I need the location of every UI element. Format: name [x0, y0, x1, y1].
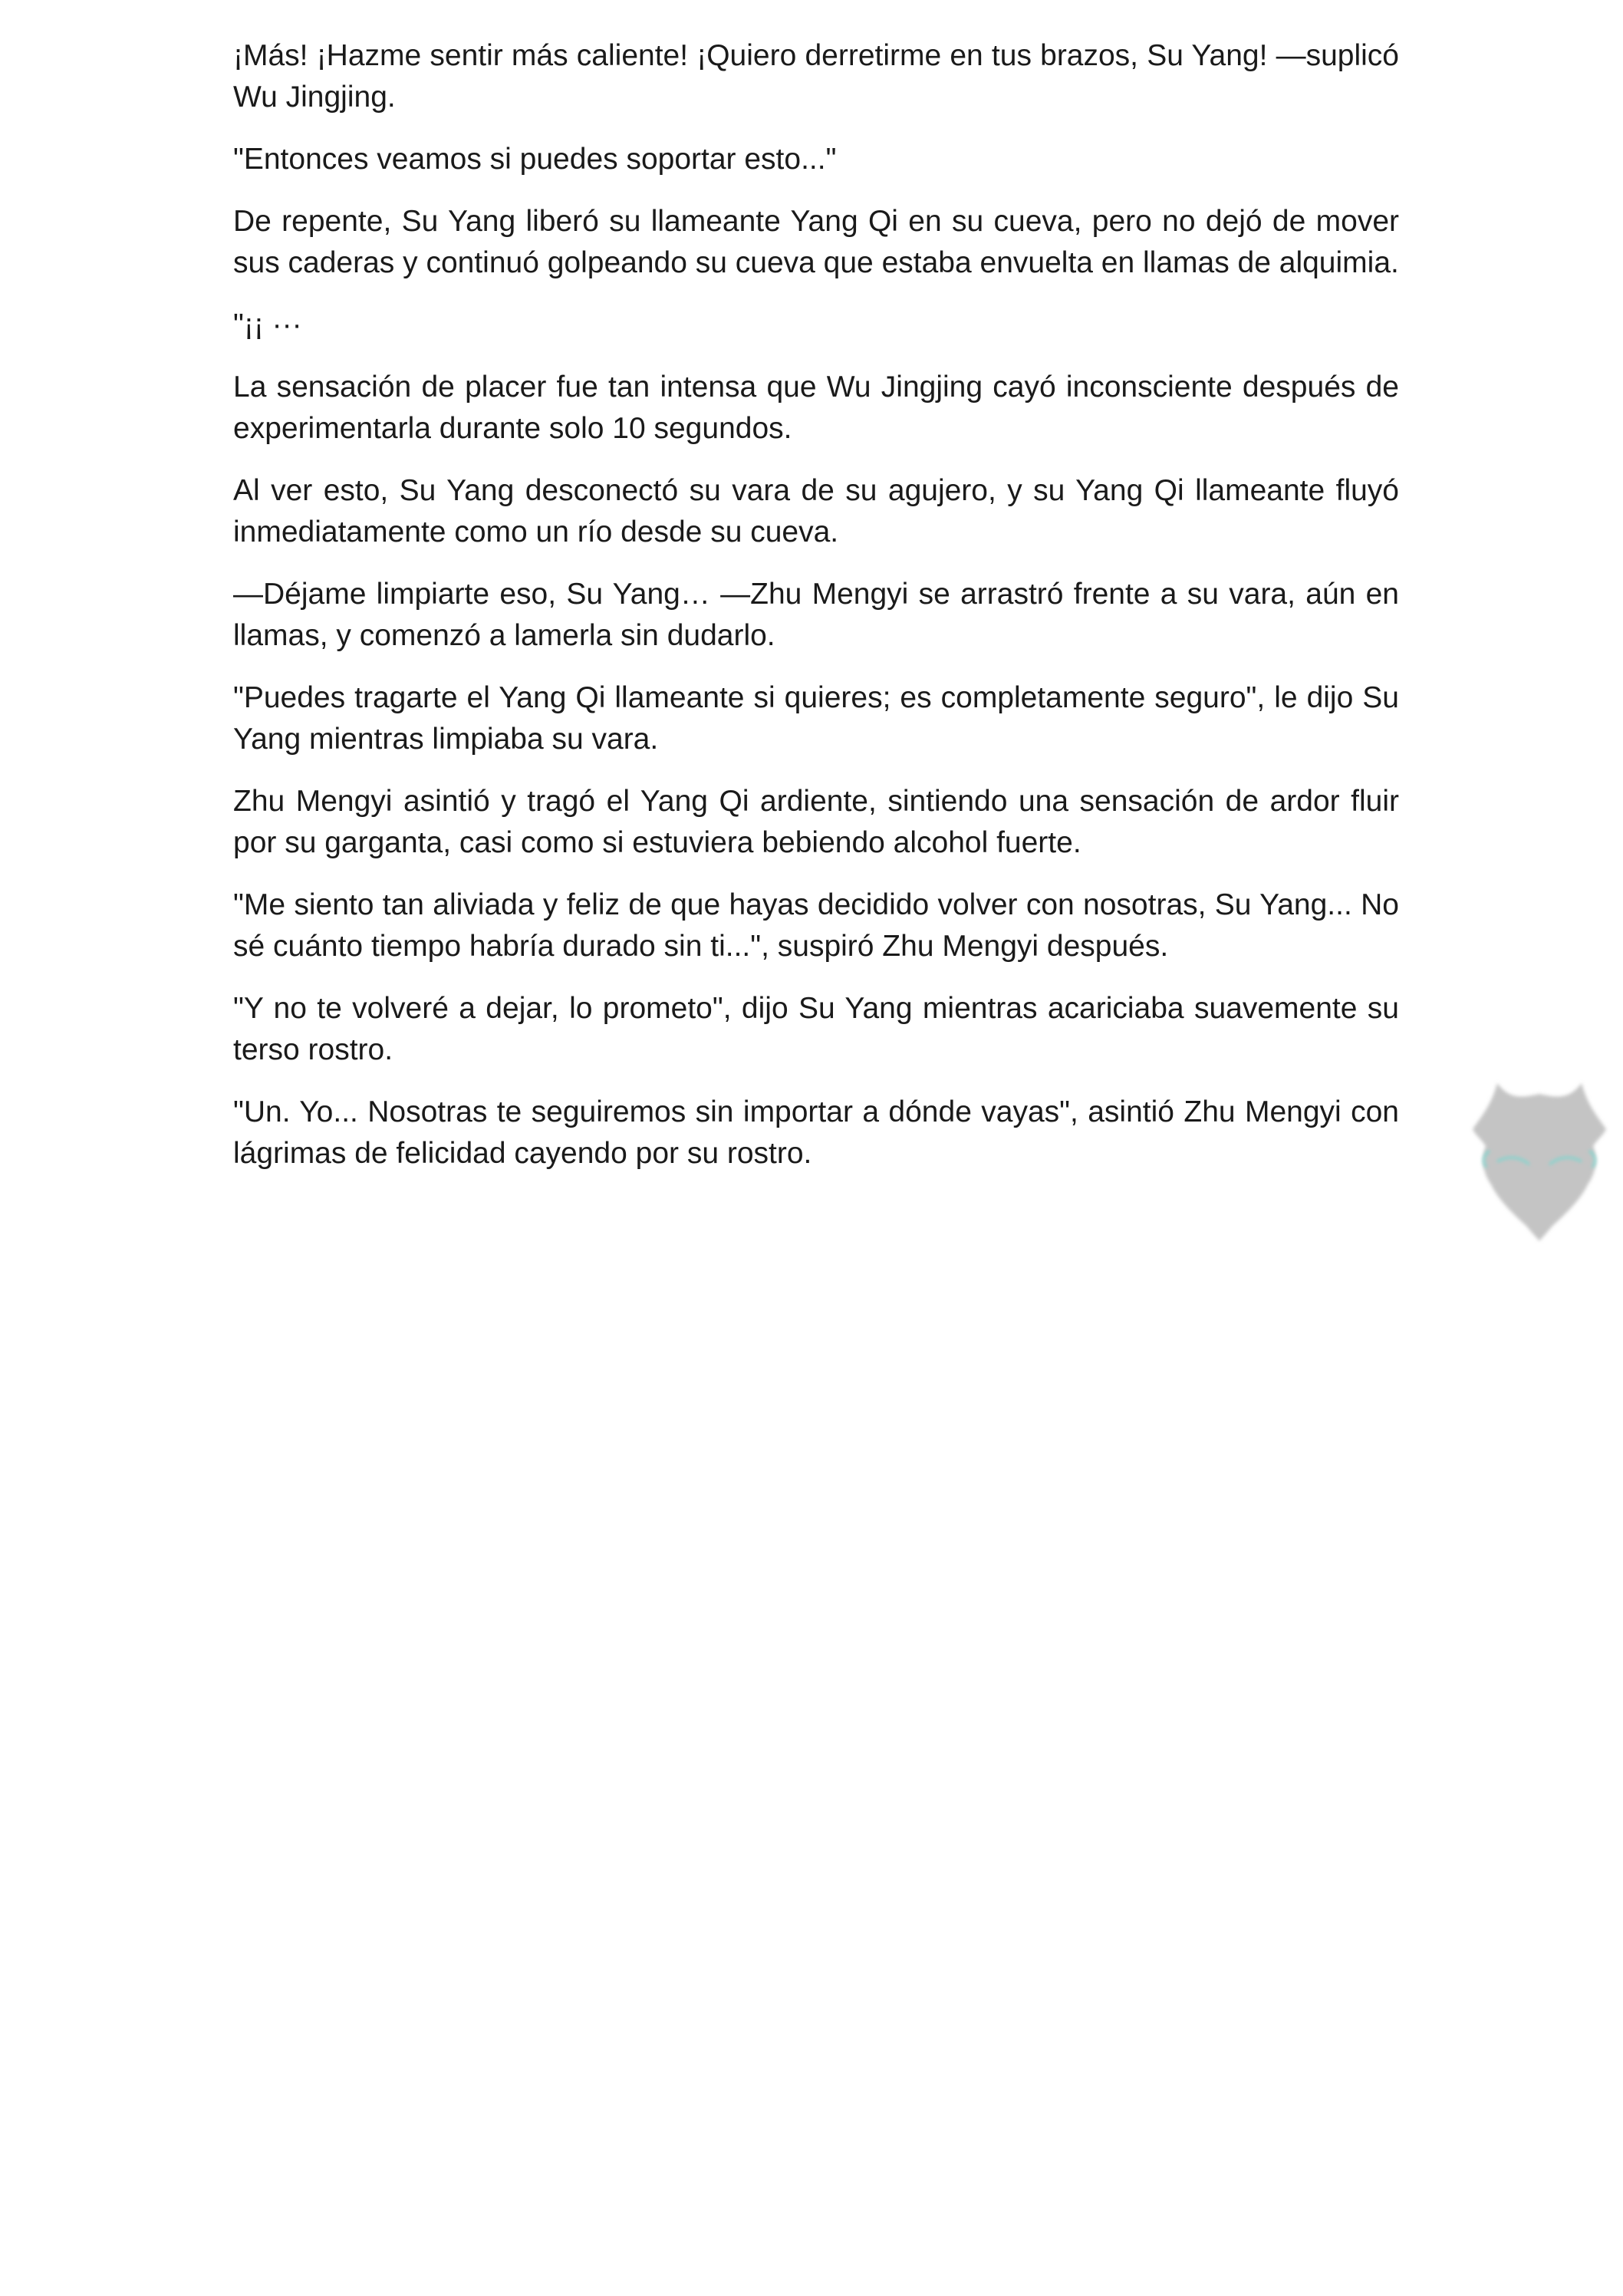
- paragraph-3: De repente, Su Yang liberó su llameante Yang Qi en su cueva, pero no dejó de mover sus caderas y continuó golpeando su cueva que estaba envuelta en llamas de alquimia.: [233, 205, 1399, 279]
- demon-head-watermark-icon: [1467, 1076, 1612, 1244]
- paragraph-5: La sensación de placer fue tan intensa que Wu Jingjing cayó inconsciente después de experimentarla durante solo 10 segundos.: [233, 371, 1399, 445]
- paragraph-8: "Puedes tragarte el Yang Qi llameante si quieres; es completamente seguro", le dijo Su Yang mientras limpiaba su vara.: [233, 681, 1399, 756]
- document-body: [233, 35, 1399, 1195]
- paragraph-9: Zhu Mengyi asintió y tragó el Yang Qi ardiente, sintiendo una sensación de ardor fluir por su garganta, casi como si estuviera bebiendo alcohol fuerte.: [233, 785, 1399, 859]
- paragraph-2: "Entonces veamos si puedes soportar esto...": [233, 143, 837, 176]
- paragraph-12: "Un. Yo... Nosotras te seguiremos sin importar a dónde vayas", asintió Zhu Mengyi con lágrimas de felicidad cayendo por su rostro.: [233, 1095, 1399, 1170]
- paragraph-4: "¡¡ ···: [233, 308, 302, 341]
- paragraph-7: —Déjame limpiarte eso, Su Yang… —Zhu Mengyi se arrastró frente a su vara, aún en llamas, y comenzó a lamerla sin dudarlo.: [233, 578, 1399, 652]
- paragraph-10: "Me siento tan aliviada y feliz de que hayas decidido volver con nosotras, Su Yang... No sé cuánto tiempo habría durado sin ti...", suspiró Zhu Mengyi después.: [233, 888, 1399, 963]
- paragraph-1: ¡Más! ¡Hazme sentir más caliente! ¡Quiero derretirme en tus brazos, Su Yang! —suplicó Wu Jingjing.: [233, 39, 1399, 114]
- paragraph-11: "Y no te volveré a dejar, lo prometo", dijo Su Yang mientras acariciaba suavemente su terso rostro.: [233, 992, 1399, 1066]
- paragraph-6: Al ver esto, Su Yang desconectó su vara de su agujero, y su Yang Qi llameante fluyó inmediatamente como un río desde su cueva.: [233, 474, 1399, 548]
